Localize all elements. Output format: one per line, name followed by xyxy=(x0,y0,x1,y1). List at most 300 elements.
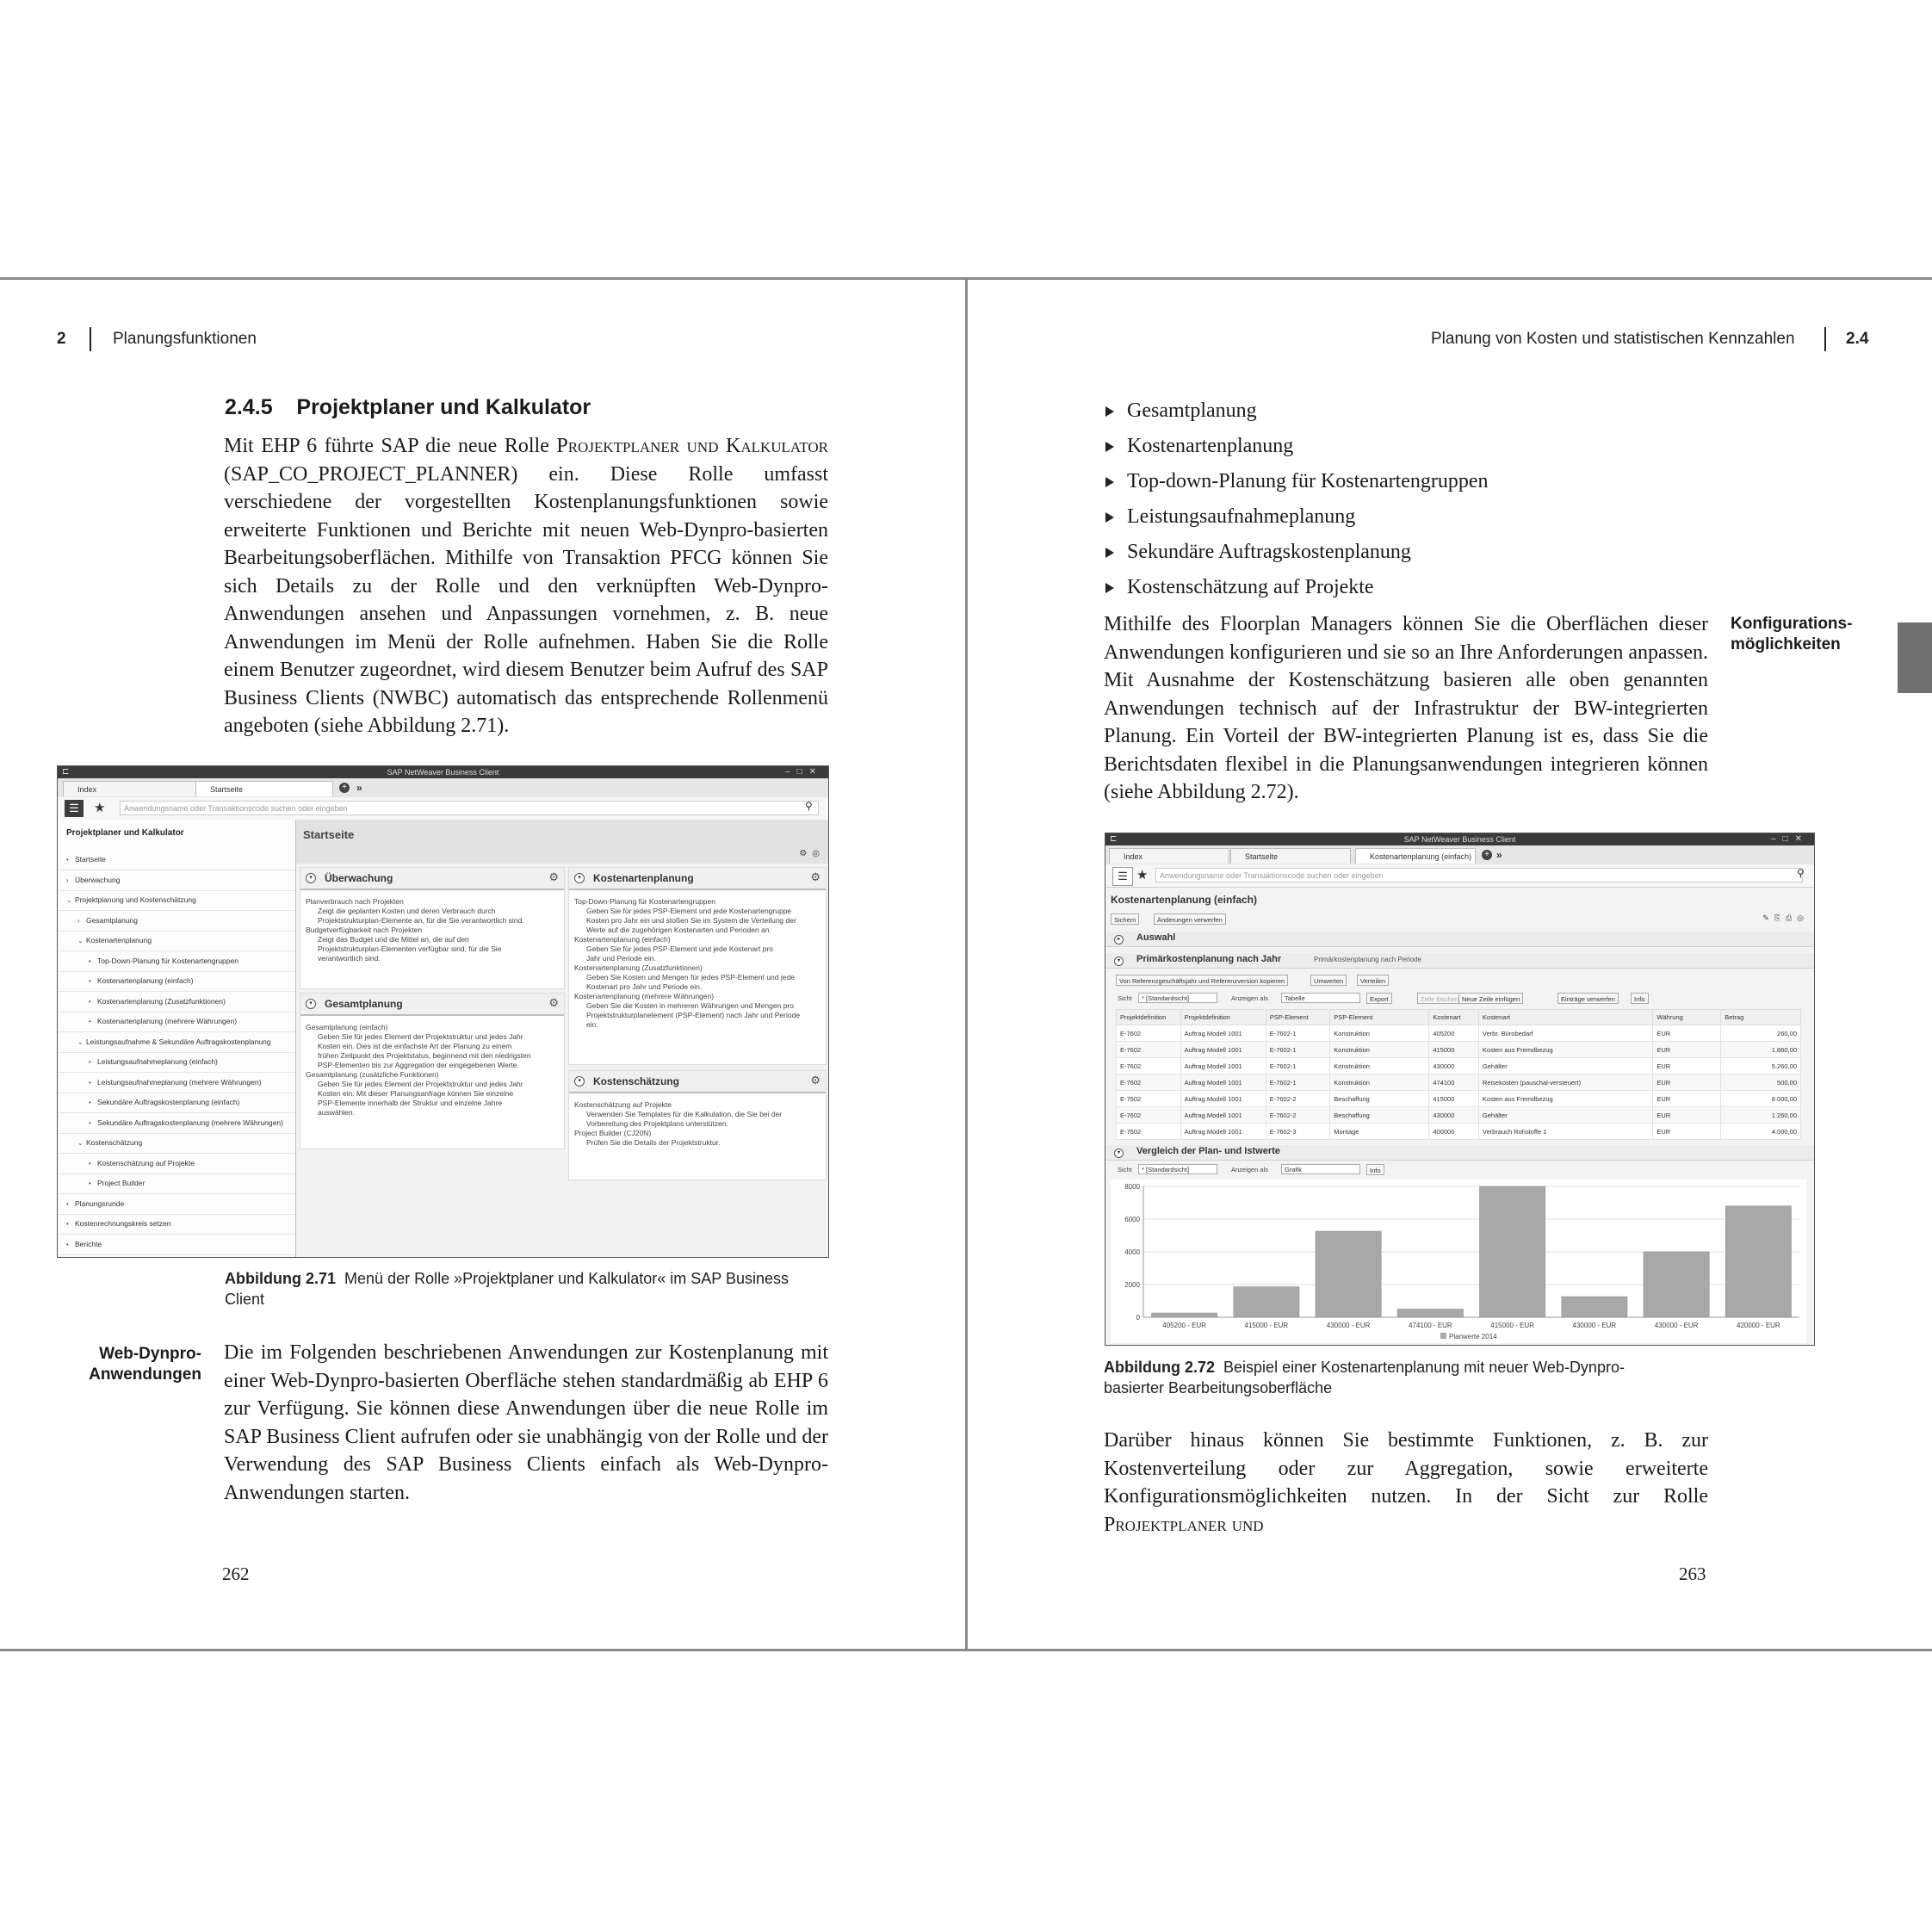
distribute-button[interactable]: Verteilen xyxy=(1357,975,1389,986)
table-row[interactable] xyxy=(1117,1091,1801,1107)
panel-description: verantwortlich sind. xyxy=(318,954,381,963)
panel-description: frühen Zeitpunkt des Projektstatus, beginnend mit den niedrigsten xyxy=(318,1051,531,1060)
table-row[interactable] xyxy=(1117,1124,1801,1140)
role-menu-item[interactable] xyxy=(58,1093,295,1113)
panel-title: Gesamtplanung xyxy=(325,998,403,1010)
window-title: SAP NetWeaver Business Client xyxy=(387,768,499,777)
panel-body xyxy=(574,897,820,1030)
caption-label: Abbildung 2.71 xyxy=(225,1270,337,1287)
table-cell: 430000 xyxy=(1429,1058,1479,1074)
y-tick-label: 6000 xyxy=(1124,1216,1140,1223)
panel-description: Kostenart pro Jahr und Periode ein. xyxy=(586,982,703,991)
figure-2-71-caption xyxy=(225,1268,827,1310)
window-titlebar xyxy=(1105,833,1814,845)
collapse-icon[interactable]: ▾ xyxy=(306,999,316,1009)
x-tick-label: 415000 - EUR xyxy=(1490,1322,1534,1329)
column-header[interactable]: Projektdefinition xyxy=(1180,1010,1266,1025)
role-menu-item[interactable] xyxy=(58,1073,295,1093)
start-page-title: Startseite xyxy=(303,828,355,841)
application-title: Kostenartenplanung (einfach) xyxy=(1111,894,1258,906)
copy-reference-button[interactable]: Von Referenzgeschäftsjahr und Referenzversion kopieren xyxy=(1116,975,1288,986)
amount-cell[interactable]: 4.000,00 xyxy=(1721,1124,1801,1140)
figure-2-72-caption xyxy=(1104,1357,1706,1398)
search-icon[interactable]: ⚲ xyxy=(805,800,813,812)
display-as-select[interactable]: Tabelle xyxy=(1281,993,1360,1003)
display-as-label: Anzeigen als xyxy=(1231,1166,1268,1173)
panel-link[interactable]: Kostenschätzung auf Projekte xyxy=(574,1100,672,1109)
table-cell: E-7602-3 xyxy=(1266,1124,1330,1140)
table-cell: Auftrag Modell 1001 xyxy=(1180,1058,1266,1074)
table-cell: E-7602 xyxy=(1117,1091,1181,1107)
role-menu-label: Projektplanung und Kostenschätzung xyxy=(75,895,196,904)
legend-swatch xyxy=(1440,1333,1446,1339)
tab-startseite[interactable]: Startseite xyxy=(195,781,333,796)
table-cell: Auftrag Modell 1001 xyxy=(1180,1124,1266,1140)
window-menu-icon[interactable]: ⊏ xyxy=(1110,834,1118,844)
bullet-icon: • xyxy=(89,1159,91,1167)
favorites-star-icon[interactable]: ★ xyxy=(1136,868,1149,882)
window-titlebar xyxy=(58,766,828,778)
table-cell: EUR xyxy=(1653,1124,1721,1140)
x-tick-label: 430000 - EUR xyxy=(1572,1322,1617,1329)
collapse-icon[interactable]: ▾ xyxy=(306,873,316,883)
amount-cell[interactable]: 8.000,00 xyxy=(1721,1091,1801,1107)
table-cell: Beschaffung xyxy=(1330,1107,1429,1124)
table-cell: E-7602-2 xyxy=(1266,1107,1330,1124)
new-tab-icon[interactable]: + xyxy=(339,783,350,793)
thumb-index-tab xyxy=(1898,622,1932,693)
expand-toggle-icon[interactable]: › xyxy=(77,916,80,925)
role-menu-item[interactable] xyxy=(58,890,295,911)
legend-label: Planwerte 2014 xyxy=(1449,1333,1497,1341)
panel-link[interactable]: Kostenartenplanung (Zusatzfunktionen) xyxy=(574,963,703,972)
application-name: Leistungsaufnahmeplanung xyxy=(1127,505,1356,528)
margin-note-konfiguration xyxy=(1731,614,1903,655)
amount-cell[interactable]: 1.860,00 xyxy=(1721,1042,1801,1058)
chapter-number: 2 xyxy=(57,330,66,348)
revalue-button[interactable]: Umwerten xyxy=(1310,975,1347,986)
bar xyxy=(1725,1206,1791,1317)
bullet-icon: • xyxy=(89,1078,91,1087)
section-title: Auswahl xyxy=(1136,932,1176,943)
toolbar-icons[interactable]: ✎⎘⎙◎ xyxy=(1762,913,1809,922)
panel-ueberwachung xyxy=(300,867,565,989)
application-name: Gesamtplanung xyxy=(1127,399,1257,422)
window-controls[interactable]: –□✕ xyxy=(785,767,823,777)
info-button[interactable]: Info xyxy=(1631,993,1649,1004)
floorplan-paragraph: Mithilfe des Floorplan Managers können Sie die Oberflächen dieser Anwendungen konfigurieren und sie so an Ihre Anforderungen anpassen. Mit Ausnahme der Kostenschätzung basieren alle oben genannten Anwendungen technisch auf der Infrastruktur der BW-integrierten Planung. Ein Vorteil der BW-integrierten Planung ist es, dass Sie die Berichtsdaten flexibel in die Planungsanwendungen integrieren können (siehe Abbildung 2.72). xyxy=(1104,613,1708,803)
role-menu-item[interactable] xyxy=(58,1235,295,1255)
table-cell: E-7602 xyxy=(1117,1025,1181,1042)
role-name: Projektplaner und xyxy=(1104,1513,1264,1536)
bar xyxy=(1562,1297,1627,1317)
panel-gesamtplanung xyxy=(300,993,565,1149)
panel-body xyxy=(306,897,559,963)
table-cell: EUR xyxy=(1653,1074,1721,1091)
panel-link[interactable]: Budgetverfügbarkeit nach Projekten xyxy=(306,926,423,934)
view-select[interactable]: * [Standardsicht] xyxy=(1138,1164,1217,1174)
table-cell: E-7602 xyxy=(1117,1107,1181,1124)
collapse-icon[interactable]: ▾ xyxy=(574,1076,585,1087)
section-header-title: Planung von Kosten und statistischen Kennzahlen xyxy=(1431,330,1795,348)
table-row[interactable] xyxy=(1117,1058,1801,1074)
bar xyxy=(1152,1313,1217,1317)
start-page-content xyxy=(296,864,828,1257)
table-cell: 415000 xyxy=(1429,1091,1479,1107)
column-header[interactable]: PSP-Element xyxy=(1266,1010,1330,1025)
gear-icon[interactable]: ⚙ xyxy=(810,870,820,883)
panel-link[interactable]: Gesamtplanung (einfach) xyxy=(306,1023,388,1031)
role-menu-label: Kostenartenplanung (mehrere Währungen) xyxy=(97,1017,238,1025)
y-tick-label: 4000 xyxy=(1124,1248,1140,1256)
panel-description: Geben Sie die Kosten in mehreren Währungen und Mengen pro xyxy=(586,1001,794,1010)
window-menu-icon[interactable]: ⊏ xyxy=(62,767,70,777)
table-row[interactable] xyxy=(1117,1107,1801,1124)
panel-description: Jahr und Periode ein. xyxy=(586,954,656,963)
role-menu-label: Überwachung xyxy=(75,875,121,884)
table-cell: E-7602-1 xyxy=(1266,1025,1330,1042)
insert-row-button[interactable]: Neue Zeile einfügen xyxy=(1458,993,1523,1004)
figure-2-72-screenshot xyxy=(1105,833,1815,1346)
bar xyxy=(1480,1186,1545,1317)
expand-toggle-icon[interactable]: › xyxy=(66,876,69,884)
panel-title: Kostenartenplanung xyxy=(593,872,694,884)
role-menu-label: Gesamtplanung xyxy=(86,915,139,925)
role-menu-item[interactable] xyxy=(58,931,295,951)
table-cell: E-7602 xyxy=(1117,1058,1181,1074)
margin-note-line: Web-Dynpro- xyxy=(99,1345,201,1363)
panel-description: Verwenden Sie Templates für die Kalkulation, die Sie bei der xyxy=(586,1110,783,1118)
role-menu-item[interactable] xyxy=(58,1154,295,1174)
panel-description: Geben Sie Kosten und Mengen für jedes PSP-Element und jede xyxy=(586,973,795,981)
bullet-triangle-icon xyxy=(1105,442,1114,452)
panel-description: Prüfen Sie die Details der Projektstruktur. xyxy=(586,1138,721,1147)
window-title: SAP NetWeaver Business Client xyxy=(1403,835,1516,844)
comparison-chart xyxy=(1111,1180,1806,1343)
application-list xyxy=(1104,397,1489,609)
panel-description: Zeigt die geplanten Kosten und deren Verbrauch durch xyxy=(318,907,496,915)
amount-cell[interactable]: 5.260,00 xyxy=(1721,1058,1801,1074)
figure-2-71-screenshot xyxy=(57,765,829,1258)
role-menu-label: Kostenschätzung auf Projekte xyxy=(97,1158,195,1167)
panel-link[interactable]: Gesamtplanung (zusätzliche Funktionen) xyxy=(306,1070,439,1079)
role-menu-item[interactable] xyxy=(58,992,295,1012)
info-button[interactable]: Info xyxy=(1366,1164,1384,1175)
search-row xyxy=(58,797,828,820)
more-tabs-icon[interactable]: » xyxy=(356,782,362,794)
role-menu-panel xyxy=(58,820,296,1257)
table-cell: Auftrag Modell 1001 xyxy=(1180,1091,1266,1107)
panel-link[interactable]: Kostenartenplanung (mehrere Währungen) xyxy=(574,992,715,1000)
role-menu-item[interactable] xyxy=(58,1133,295,1154)
role-menu-label: Kostenartenplanung xyxy=(86,936,152,944)
collapse-icon[interactable]: ▾ xyxy=(574,873,585,883)
expand-toggle-icon[interactable]: ⌄ xyxy=(77,1037,84,1046)
table-cell: Auftrag Modell 1001 xyxy=(1180,1025,1266,1042)
panel-description: Kosten pro Jahr ein und stoßen Sie im System die Verteilung der xyxy=(586,916,796,925)
table-cell: EUR xyxy=(1653,1091,1721,1107)
table-cell: 405200 xyxy=(1429,1025,1479,1042)
role-menu-item[interactable] xyxy=(58,850,295,870)
panel-description: Kosten ein. Mit dieser Planungsanfrage können Sie einzelne xyxy=(318,1089,514,1098)
chapter-title: Planungsfunktionen xyxy=(113,330,257,348)
panel-description: Projektstrukturplan-Elemente an, für die Sie verantwortlich sind. xyxy=(318,916,524,925)
role-menu-item[interactable] xyxy=(58,1173,295,1194)
panel-link[interactable]: Planverbrauch nach Projekten xyxy=(306,897,404,906)
role-name: Projektplaner und Kalkulator xyxy=(556,435,829,457)
table-cell: EUR xyxy=(1653,1058,1721,1074)
search-icon[interactable]: ⚲ xyxy=(1797,867,1805,879)
table-cell: E-7602-2 xyxy=(1266,1091,1330,1107)
role-menu-item[interactable] xyxy=(58,870,295,891)
table-cell: Reisekosten (pauschal-versteuert) xyxy=(1478,1074,1652,1091)
table-cell: Montage xyxy=(1330,1124,1429,1140)
table-cell: 400000 xyxy=(1429,1124,1479,1140)
panel-description: Kosten ein. Dies ist die einfachste Art der Planung zu einem xyxy=(318,1042,512,1050)
intro-text-a: Mit EHP 6 führte SAP die neue Rolle xyxy=(224,435,557,457)
collapse-icon[interactable]: ▾ xyxy=(1114,957,1124,966)
expand-toggle-icon[interactable]: ⌄ xyxy=(77,937,84,944)
table-cell: Konstruktion xyxy=(1330,1058,1429,1074)
role-menu-label: Sekundäre Auftragskostenplanung (mehrere Währungen) xyxy=(97,1118,283,1127)
panel-link[interactable]: Kostenartenplanung (einfach) xyxy=(574,935,671,944)
delete-row-button[interactable]: Zeile löschen xyxy=(1417,993,1462,1004)
column-header[interactable]: Kostenart xyxy=(1429,1010,1479,1025)
save-button[interactable]: Sichern xyxy=(1111,913,1139,925)
table-cell: Kosten aus Fremdbezug xyxy=(1478,1042,1652,1058)
web-dynpro-paragraph: Die im Folgenden beschriebenen Anwendungen zur Kostenplanung mit einer Web-Dynpro-basierten Oberfläche stehen standardmäßig ab EHP 6 zur Verfügung. Sie können diese Anwendungen über die neue Rolle im SAP Business Client aufrufen oder sie unabhängig von der Rolle und der Verwendung des SAP Business Clients einfach als Web-Dynpro-Anwendungen starten. xyxy=(224,1341,828,1504)
tab-bar xyxy=(1105,845,1814,865)
amount-cell[interactable]: 260,00 xyxy=(1721,1025,1801,1042)
header-divider xyxy=(90,327,91,351)
panel-description: Werte auf die zugehörigen Kostenarten und Perioden an. xyxy=(586,926,771,934)
table-cell: Verbr. Bürobedarf xyxy=(1478,1025,1652,1042)
bullet-icon: • xyxy=(66,1220,69,1228)
margin-note-line: möglichkeiten xyxy=(1731,635,1841,653)
role-menu-label: Kostenartenplanung (einfach) xyxy=(97,976,194,985)
caption-text: Menü der Rolle »Projektplaner und Kalkulator« im SAP Business Client xyxy=(225,1270,789,1308)
panel-link[interactable]: Top-Down-Planung für Kostenartengruppen xyxy=(574,897,715,906)
role-menu-label: Planungsrunde xyxy=(75,1198,125,1208)
application-list-item xyxy=(1104,538,1489,573)
panel-description: Geben Sie für jedes Element der Projektstruktur und jedes Jahr xyxy=(318,1032,523,1041)
caption-text: Beispiel einer Kostenartenplanung mit neuer Web-Dynpro- xyxy=(1223,1359,1625,1376)
export-button[interactable]: Export xyxy=(1366,993,1392,1004)
table-cell: EUR xyxy=(1653,1025,1721,1042)
section-title: Projektplaner und Kalkulator xyxy=(296,395,591,419)
menu-icon[interactable]: ☰ xyxy=(1112,867,1133,886)
bullet-icon: • xyxy=(89,1099,91,1106)
collapse-icon[interactable]: ▾ xyxy=(1114,1149,1124,1158)
role-menu-item[interactable] xyxy=(58,1214,295,1235)
bullet-triangle-icon xyxy=(1105,512,1114,523)
role-menu-label: Top-Down-Planung für Kostenartengruppen xyxy=(97,956,238,965)
role-menu-item[interactable] xyxy=(58,1032,295,1053)
intro-text-b: (SAP_CO_PROJECT_PLANNER) ein. Diese Rolle umfasst verschiedene der vorgestellten Kostenplanungsfunktionen sowie erweiterte Funktionen und Berichte mit neuen Web-Dynpro-basierten Bearbeitungsoberflächen. Mithilfe von Transaktion PFCG können Sie sich Details zu der Rolle und den verknüpften Web-Dynpro-Anwendungen ansehen und Anpassungen vornehmen, z. B. neue Anwendungen im Menü der Rolle aufnehmen. Haben Sie die Rolle einem Benutzer zugeordnet, wird diesem Benutzer beim Aufruf des SAP Business Clients (NWBC) automatisch das entsprechende Rollenmenü angeboten (siehe Abbildung 2.71). xyxy=(224,462,828,737)
tab-kostenartenplanung[interactable]: Kostenartenplanung (einfach) xyxy=(1355,848,1476,864)
table-cell: Kosten aus Fremdbezug xyxy=(1478,1091,1652,1107)
role-menu-item[interactable] xyxy=(58,1012,295,1032)
panel-body xyxy=(574,1100,820,1148)
view-select[interactable]: * [Standardsicht] xyxy=(1138,993,1217,1003)
expand-toggle-icon[interactable]: ⌄ xyxy=(66,896,72,904)
bar xyxy=(1316,1231,1381,1317)
table-cell: Verbrauch Rohstoffe 1 xyxy=(1478,1124,1652,1140)
section-title: Vergleich der Plan- und Istwerte xyxy=(1136,1146,1280,1156)
bullet-icon: • xyxy=(66,1199,69,1208)
window-controls[interactable]: –□✕ xyxy=(1771,834,1809,844)
y-tick-label: 0 xyxy=(1136,1314,1140,1322)
table-row[interactable] xyxy=(1117,1074,1801,1091)
application-list-item xyxy=(1104,432,1489,468)
amount-cell[interactable]: 500,00 xyxy=(1721,1074,1801,1091)
column-header[interactable]: PSP-Element xyxy=(1330,1010,1429,1025)
display-as-select[interactable]: Grafik xyxy=(1281,1164,1360,1174)
role-menu-label: Leistungsaufnahmeplanung (mehrere Währungen) xyxy=(97,1077,262,1087)
panel-description: PSP-Elementen bis zur Aggregation der eingegebenen Werte. xyxy=(318,1061,519,1069)
table-cell: Konstruktion xyxy=(1330,1074,1429,1091)
bullet-icon: • xyxy=(89,1180,91,1187)
amount-cell[interactable]: 1.260,00 xyxy=(1721,1107,1801,1124)
section-primaerkostenplanung[interactable] xyxy=(1105,953,1814,969)
y-tick-label: 8000 xyxy=(1124,1183,1140,1191)
role-menu-title: Projektplaner und Kalkulator xyxy=(66,828,184,838)
column-header[interactable]: Projektdefinition xyxy=(1117,1010,1181,1025)
table-cell: 474100 xyxy=(1429,1074,1479,1091)
favorites-star-icon[interactable]: ★ xyxy=(94,801,106,815)
role-menu-item[interactable] xyxy=(58,1194,295,1215)
section-title: Primärkostenplanung nach Jahr xyxy=(1136,954,1282,964)
table-cell: Gehälter xyxy=(1478,1058,1652,1074)
start-page-header xyxy=(296,820,828,864)
further-functions-paragraph xyxy=(1104,1427,1708,1539)
expand-icon[interactable]: ▸ xyxy=(1114,935,1124,944)
panel-title: Kostenschätzung xyxy=(593,1075,680,1087)
column-header[interactable]: Betrag xyxy=(1721,1010,1801,1025)
tab-bar xyxy=(58,778,828,798)
x-tick-label: 415000 - EUR xyxy=(1244,1322,1289,1329)
application-name: Sekundäre Auftragskostenplanung xyxy=(1127,541,1411,563)
panel-link[interactable]: Project Builder (CJ20N) xyxy=(574,1129,652,1137)
table-cell: EUR xyxy=(1653,1042,1721,1058)
search-row xyxy=(1105,864,1814,888)
tab-index[interactable]: Index xyxy=(63,781,201,796)
panel-body xyxy=(306,1023,559,1118)
column-header[interactable]: Währung xyxy=(1653,1010,1721,1025)
panel-description: ein. xyxy=(586,1020,598,1029)
new-tab-icon[interactable]: + xyxy=(1482,850,1492,860)
bar xyxy=(1234,1287,1299,1317)
section-header-number: 2.4 xyxy=(1846,330,1869,348)
table-cell: E-7602 xyxy=(1117,1042,1181,1058)
x-tick-label: 405200 - EUR xyxy=(1162,1322,1206,1329)
header-divider xyxy=(1824,327,1826,351)
panel-description: Geben Sie für jedes Element der Projektstruktur und jedes Jahr xyxy=(318,1080,523,1088)
table-cell: E-7602-1 xyxy=(1266,1074,1330,1091)
bullet-icon: • xyxy=(89,997,91,1006)
role-menu-label: Kostenschätzung xyxy=(86,1138,143,1147)
page-number-right: 263 xyxy=(1679,1564,1706,1584)
margin-note-line: Anwendungen xyxy=(89,1365,201,1384)
alt-view-link[interactable]: Primärkostenplanung nach Periode xyxy=(1314,956,1421,963)
x-tick-label: 420000 - EUR xyxy=(1737,1322,1780,1329)
role-menu-item[interactable] xyxy=(58,1052,295,1073)
table-cell: Konstruktion xyxy=(1330,1025,1429,1042)
section-vergleich[interactable] xyxy=(1105,1145,1814,1161)
table-cell: Gehälter xyxy=(1478,1107,1652,1124)
expand-toggle-icon[interactable]: ⌄ xyxy=(77,1139,84,1147)
personalize-icons[interactable]: ⚙◎ xyxy=(799,849,825,858)
bar xyxy=(1397,1310,1463,1318)
role-menu-item[interactable] xyxy=(58,911,295,932)
margin-note-web-dynpro xyxy=(69,1344,201,1385)
bullet-icon: • xyxy=(89,1118,91,1127)
table-row[interactable] xyxy=(1117,1042,1801,1058)
panel-kostenschaetzung xyxy=(568,1070,827,1180)
table-cell: Auftrag Modell 1001 xyxy=(1180,1042,1266,1058)
bullet-icon: • xyxy=(89,1018,91,1025)
table-cell: E-7602 xyxy=(1117,1124,1181,1140)
bullet-triangle-icon xyxy=(1105,583,1114,593)
role-menu-label: Leistungsaufnahme & Sekundäre Auftragskostenplanung xyxy=(86,1037,271,1046)
bullet-triangle-icon xyxy=(1105,477,1114,487)
menu-icon[interactable]: ☰ xyxy=(65,800,84,817)
more-tabs-icon[interactable]: » xyxy=(1496,849,1502,861)
paragraph-text: Darüber hinaus können Sie bestimmte Funktionen, z. B. zur Kostenverteilung oder zur Aggregation, sowie erweiterte Konfigurationsmöglichkeiten nutzen. In der Sicht zur Rolle xyxy=(1104,1429,1708,1508)
role-menu-item[interactable] xyxy=(58,951,295,972)
role-menu-label: Sekundäre Auftragskostenplanung (einfach) xyxy=(97,1098,240,1106)
view-label: Sicht xyxy=(1118,1166,1132,1173)
bullet-triangle-icon xyxy=(1105,406,1114,417)
table-cell: 430000 xyxy=(1429,1107,1479,1124)
table-cell: Beschaffung xyxy=(1330,1091,1429,1107)
bullet-icon: • xyxy=(89,1058,91,1066)
margin-note-line: Konfigurations- xyxy=(1731,615,1853,633)
x-tick-label: 474100 - EUR xyxy=(1409,1322,1452,1329)
panel-description: PSP-Elemente innerhalb der Struktur und einzelne Jahre xyxy=(318,1099,503,1107)
gear-icon[interactable]: ⚙ xyxy=(548,870,559,883)
section-auswahl[interactable] xyxy=(1105,932,1814,947)
application-list-item xyxy=(1104,468,1489,503)
panel-kostenartenplanung xyxy=(568,867,827,1065)
search-input[interactable]: Anwendungsname oder Transaktionscode suchen oder eingeben xyxy=(1155,868,1803,882)
role-menu-label: Berichte xyxy=(75,1239,102,1248)
discard-entries-button[interactable]: Einträge verwerfen xyxy=(1557,993,1619,1004)
application-name: Kostenartenplanung xyxy=(1127,435,1294,457)
discard-changes-button[interactable]: Änderungen verwerfen xyxy=(1154,913,1226,925)
display-as-label: Anzeigen als xyxy=(1231,994,1268,1002)
role-menu-item[interactable] xyxy=(58,1113,295,1134)
column-header[interactable]: Kostenart xyxy=(1478,1010,1652,1025)
tab-index[interactable]: Index xyxy=(1109,848,1229,864)
table-cell: Konstruktion xyxy=(1330,1042,1429,1058)
role-menu-label: Startseite xyxy=(75,855,106,864)
table-cell: E-7602-1 xyxy=(1266,1058,1330,1074)
bar-chart-svg xyxy=(1111,1180,1806,1343)
panel-description: Geben Sie für jedes PSP-Element und jede Kostenartengruppe xyxy=(586,907,792,915)
panel-description: auswählen. xyxy=(318,1108,356,1117)
role-menu-item[interactable] xyxy=(58,971,295,992)
gear-icon[interactable]: ⚙ xyxy=(810,1074,820,1087)
search-input[interactable]: Anwendungsname oder Transaktionscode suchen oder eingeben xyxy=(120,801,819,815)
x-tick-label: 430000 - EUR xyxy=(1326,1322,1371,1329)
application-name: Kostenschätzung auf Projekte xyxy=(1127,576,1374,598)
bullet-icon: • xyxy=(89,957,91,965)
gear-icon[interactable]: ⚙ xyxy=(548,996,559,1009)
tab-startseite[interactable]: Startseite xyxy=(1230,848,1351,864)
table-row[interactable] xyxy=(1117,1025,1801,1042)
panel-description: Projektstrukturplan-Elementen verfügbar sind, für die Sie xyxy=(318,944,502,953)
